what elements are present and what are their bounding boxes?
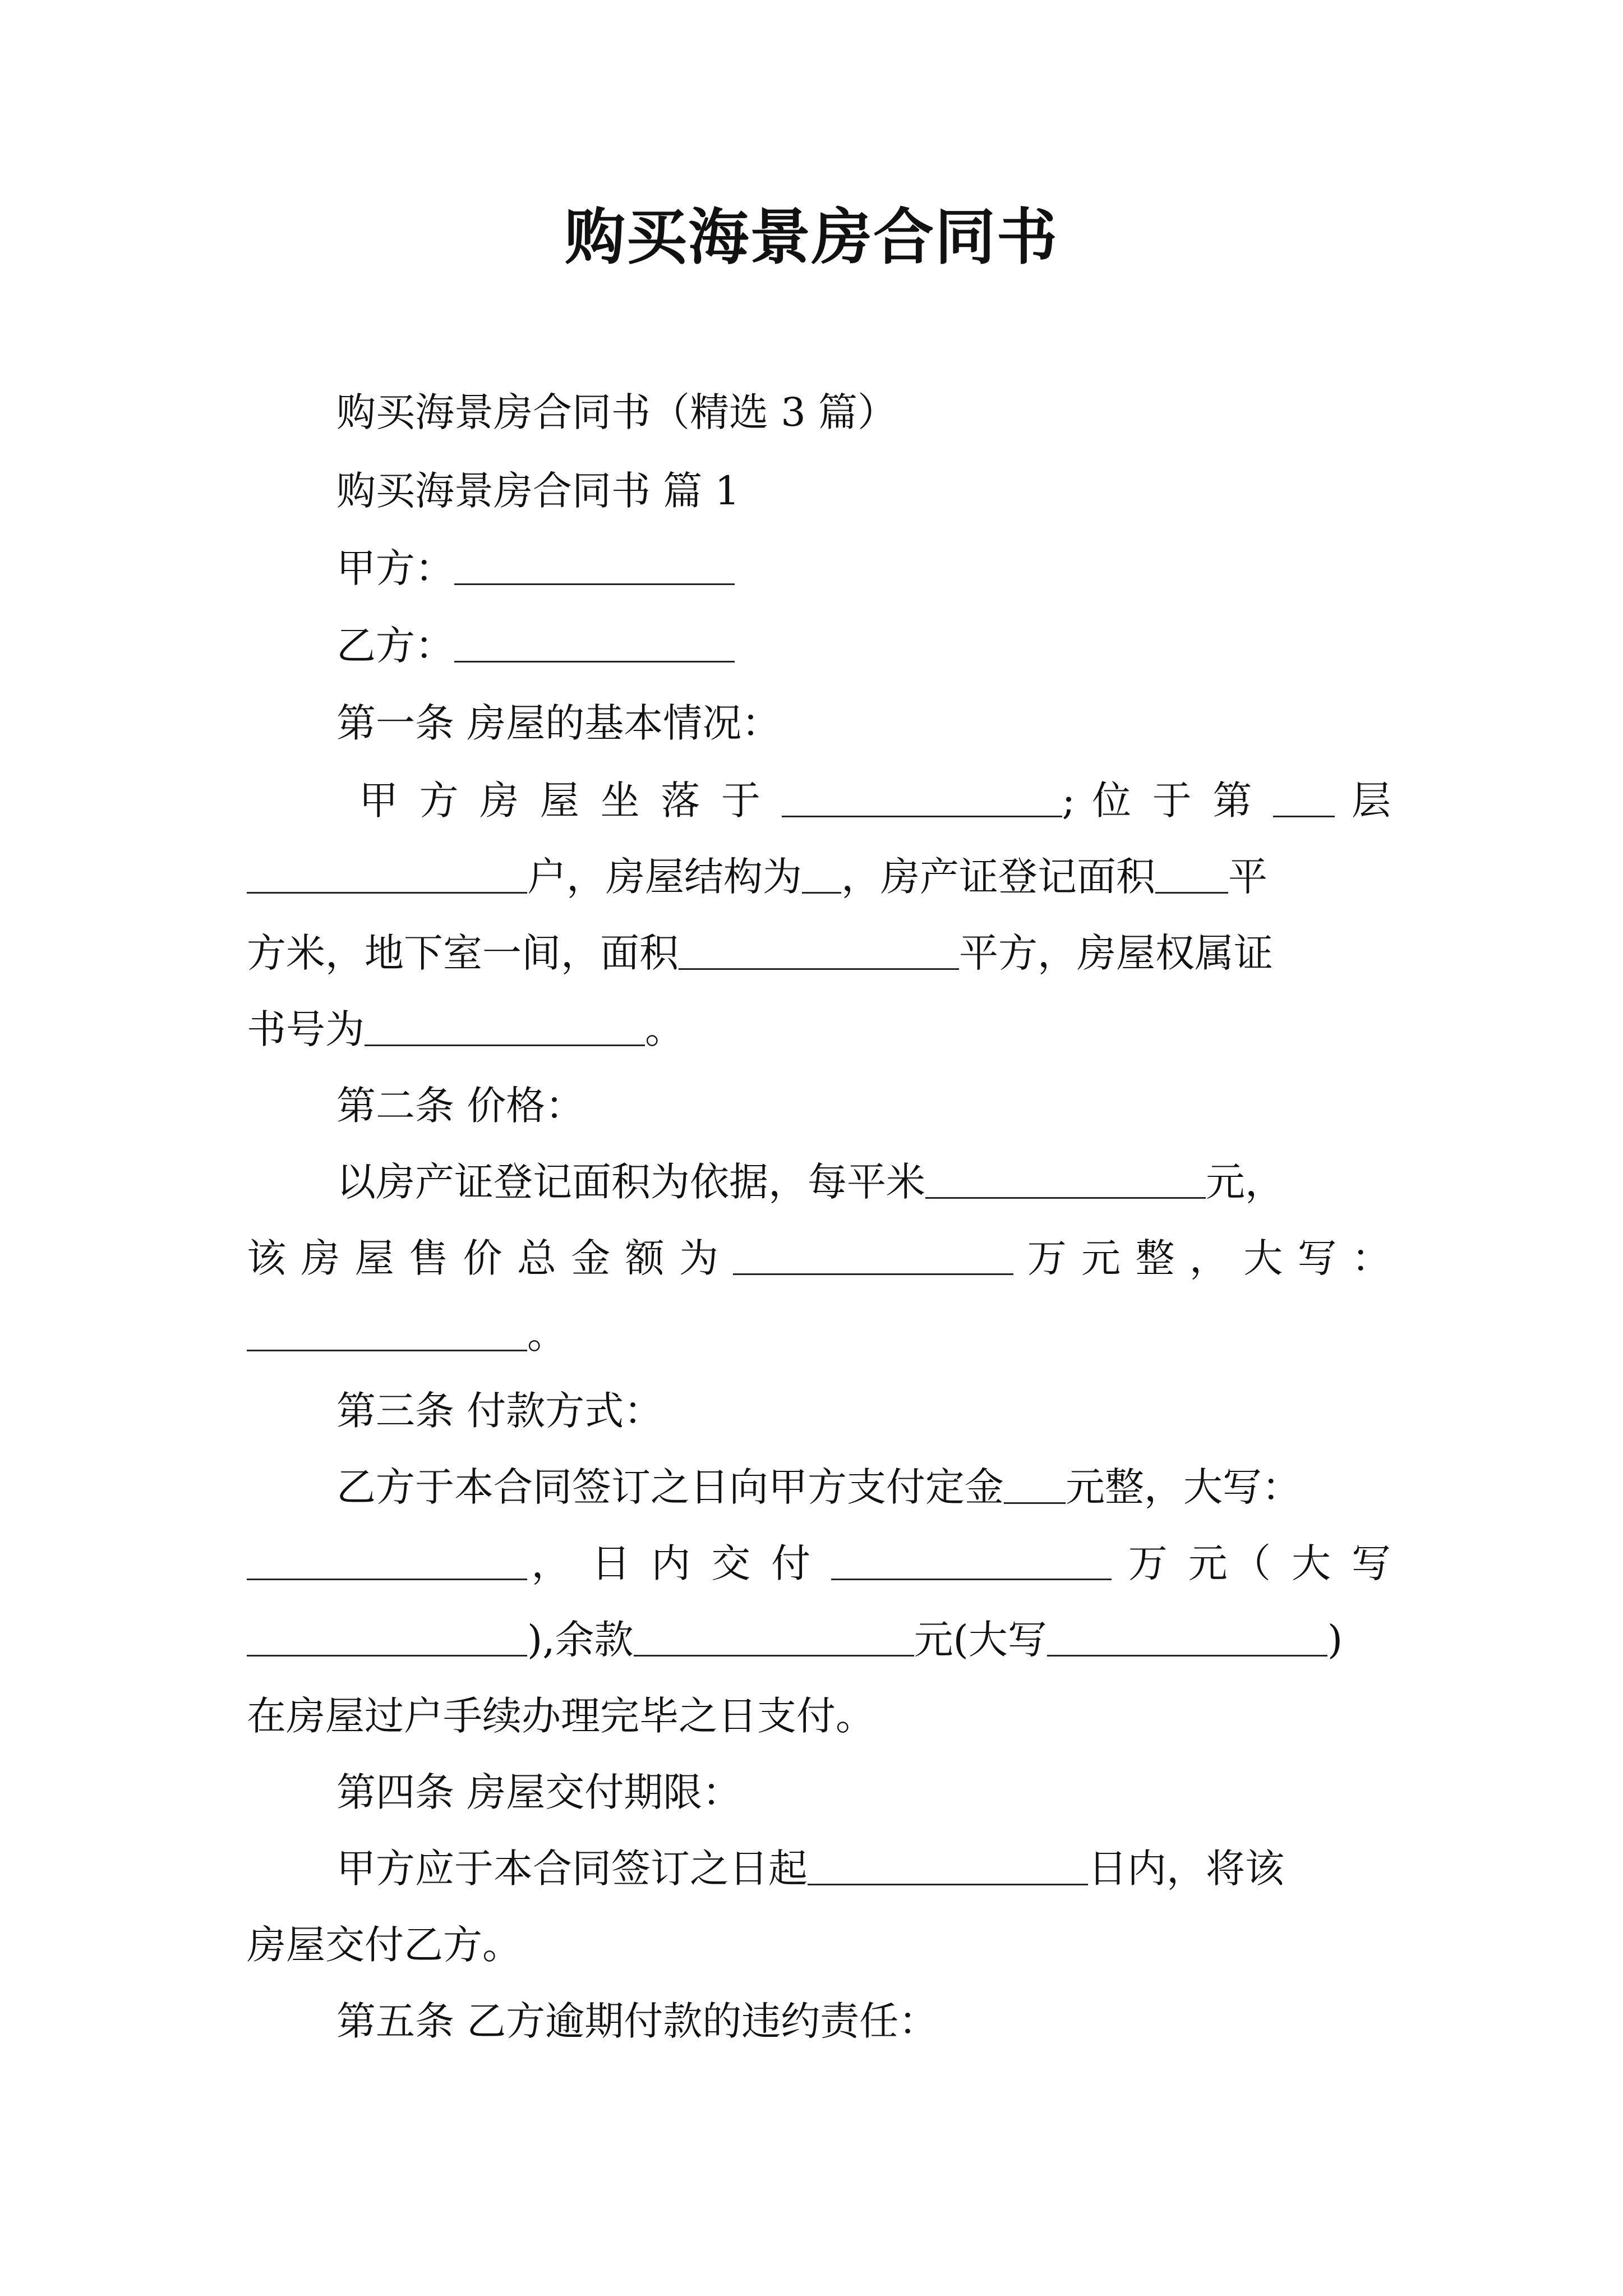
article3-line2	[247, 1538, 1391, 1589]
article1-line2	[247, 852, 1391, 902]
balance-words-blank	[1047, 1621, 1327, 1657]
part-heading: 购买海景房合同书 篇 1	[336, 468, 740, 514]
location-blank	[782, 782, 1062, 817]
article2-line3	[247, 1309, 1391, 1360]
payment-words-blank	[247, 1621, 527, 1657]
total-price-words-blank	[247, 1316, 527, 1351]
article3-text: 元整，大写：	[1066, 1464, 1301, 1510]
article3-text: )	[1327, 1617, 1343, 1663]
delivery-days-blank	[808, 1850, 1088, 1885]
article1-text: 平方，房屋权属证	[959, 930, 1273, 976]
article1-text: 平	[1228, 854, 1267, 900]
article1-heading: 第一条 房屋的基本情况：	[336, 700, 781, 746]
article3-line3	[247, 1614, 1391, 1665]
article3-text: 日 内 交 付	[591, 1540, 815, 1586]
floor-blank	[1273, 782, 1335, 817]
area-blank	[1155, 858, 1228, 894]
article4-line1	[336, 1843, 1391, 1894]
article1-text: 方米，地下室一间，面积	[247, 930, 679, 976]
article2-text: 该 房 屋 售 价 总 金 额 为	[247, 1235, 720, 1281]
article3-line4: 在房屋过户手续办理完毕之日支付。	[247, 1693, 875, 1739]
article2-text: 。	[527, 1312, 566, 1358]
article3-text: 乙方于本合同签订之日向甲方支付定金	[336, 1464, 1004, 1510]
article2-text: 以房产证登记面积为依据，每平米	[336, 1159, 925, 1205]
article1-text: ，房产证登记面积	[841, 854, 1155, 900]
article2-text: 元，	[1206, 1159, 1284, 1205]
article3-text: ),余款	[527, 1617, 634, 1663]
article4-text: 日内，将该	[1088, 1846, 1284, 1892]
article3-line1	[336, 1462, 1391, 1512]
article4-line2: 房屋交付乙方。	[247, 1922, 522, 1968]
unit-blank	[247, 858, 527, 894]
party-b-line	[336, 620, 1391, 671]
article3-heading: 第三条 付款方式：	[336, 1388, 663, 1434]
article1-line1	[359, 775, 1391, 826]
article1-text: ; 位 于 第	[1062, 777, 1257, 823]
article1-text: 户，房屋结构为	[527, 854, 802, 900]
party-a-blank	[454, 550, 735, 585]
article2-line2	[247, 1233, 1391, 1283]
basement-area-blank	[679, 935, 959, 970]
article2-text: 万 元 整 ， 大 写 ：	[1027, 1235, 1391, 1281]
document-subtitle: 购买海景房合同书（精选 3 篇）	[336, 389, 897, 435]
document-title: 购买海景房合同书	[564, 202, 1058, 273]
unit-price-blank	[925, 1163, 1206, 1199]
payment-amount-blank	[831, 1545, 1112, 1580]
article2-heading: 第二条 价格：	[336, 1083, 585, 1129]
article1-line4	[247, 1004, 1391, 1055]
structure-blank	[802, 858, 841, 894]
total-price-blank	[733, 1240, 1013, 1275]
article2-line1	[336, 1157, 1391, 1207]
deposit-blank	[1004, 1469, 1066, 1504]
article1-text: 甲 方 房 屋 坐 落 于	[359, 777, 765, 823]
article3-text: 万 元（ 大 写	[1128, 1540, 1391, 1586]
article3-text: 元(大写	[914, 1617, 1047, 1663]
article4-heading: 第四条 房屋交付期限：	[336, 1769, 742, 1815]
party-a-label: 甲方：	[336, 545, 454, 591]
article1-line3	[247, 928, 1391, 978]
article1-text: 。	[645, 1006, 684, 1052]
balance-blank	[634, 1621, 914, 1657]
party-b-label: 乙方：	[336, 623, 454, 669]
certificate-blank	[365, 1011, 645, 1046]
article1-text: 层	[1351, 777, 1391, 823]
article5-heading: 第五条 乙方逾期付款的违约责任：	[336, 1998, 938, 2044]
article4-text: 甲方应于本合同签订之日起	[336, 1846, 808, 1892]
article1-text: 书号为	[247, 1006, 365, 1052]
party-a-line	[336, 543, 1391, 593]
deposit-words-blank	[247, 1545, 527, 1580]
party-b-blank	[454, 627, 735, 662]
article3-text: ，	[527, 1540, 575, 1586]
